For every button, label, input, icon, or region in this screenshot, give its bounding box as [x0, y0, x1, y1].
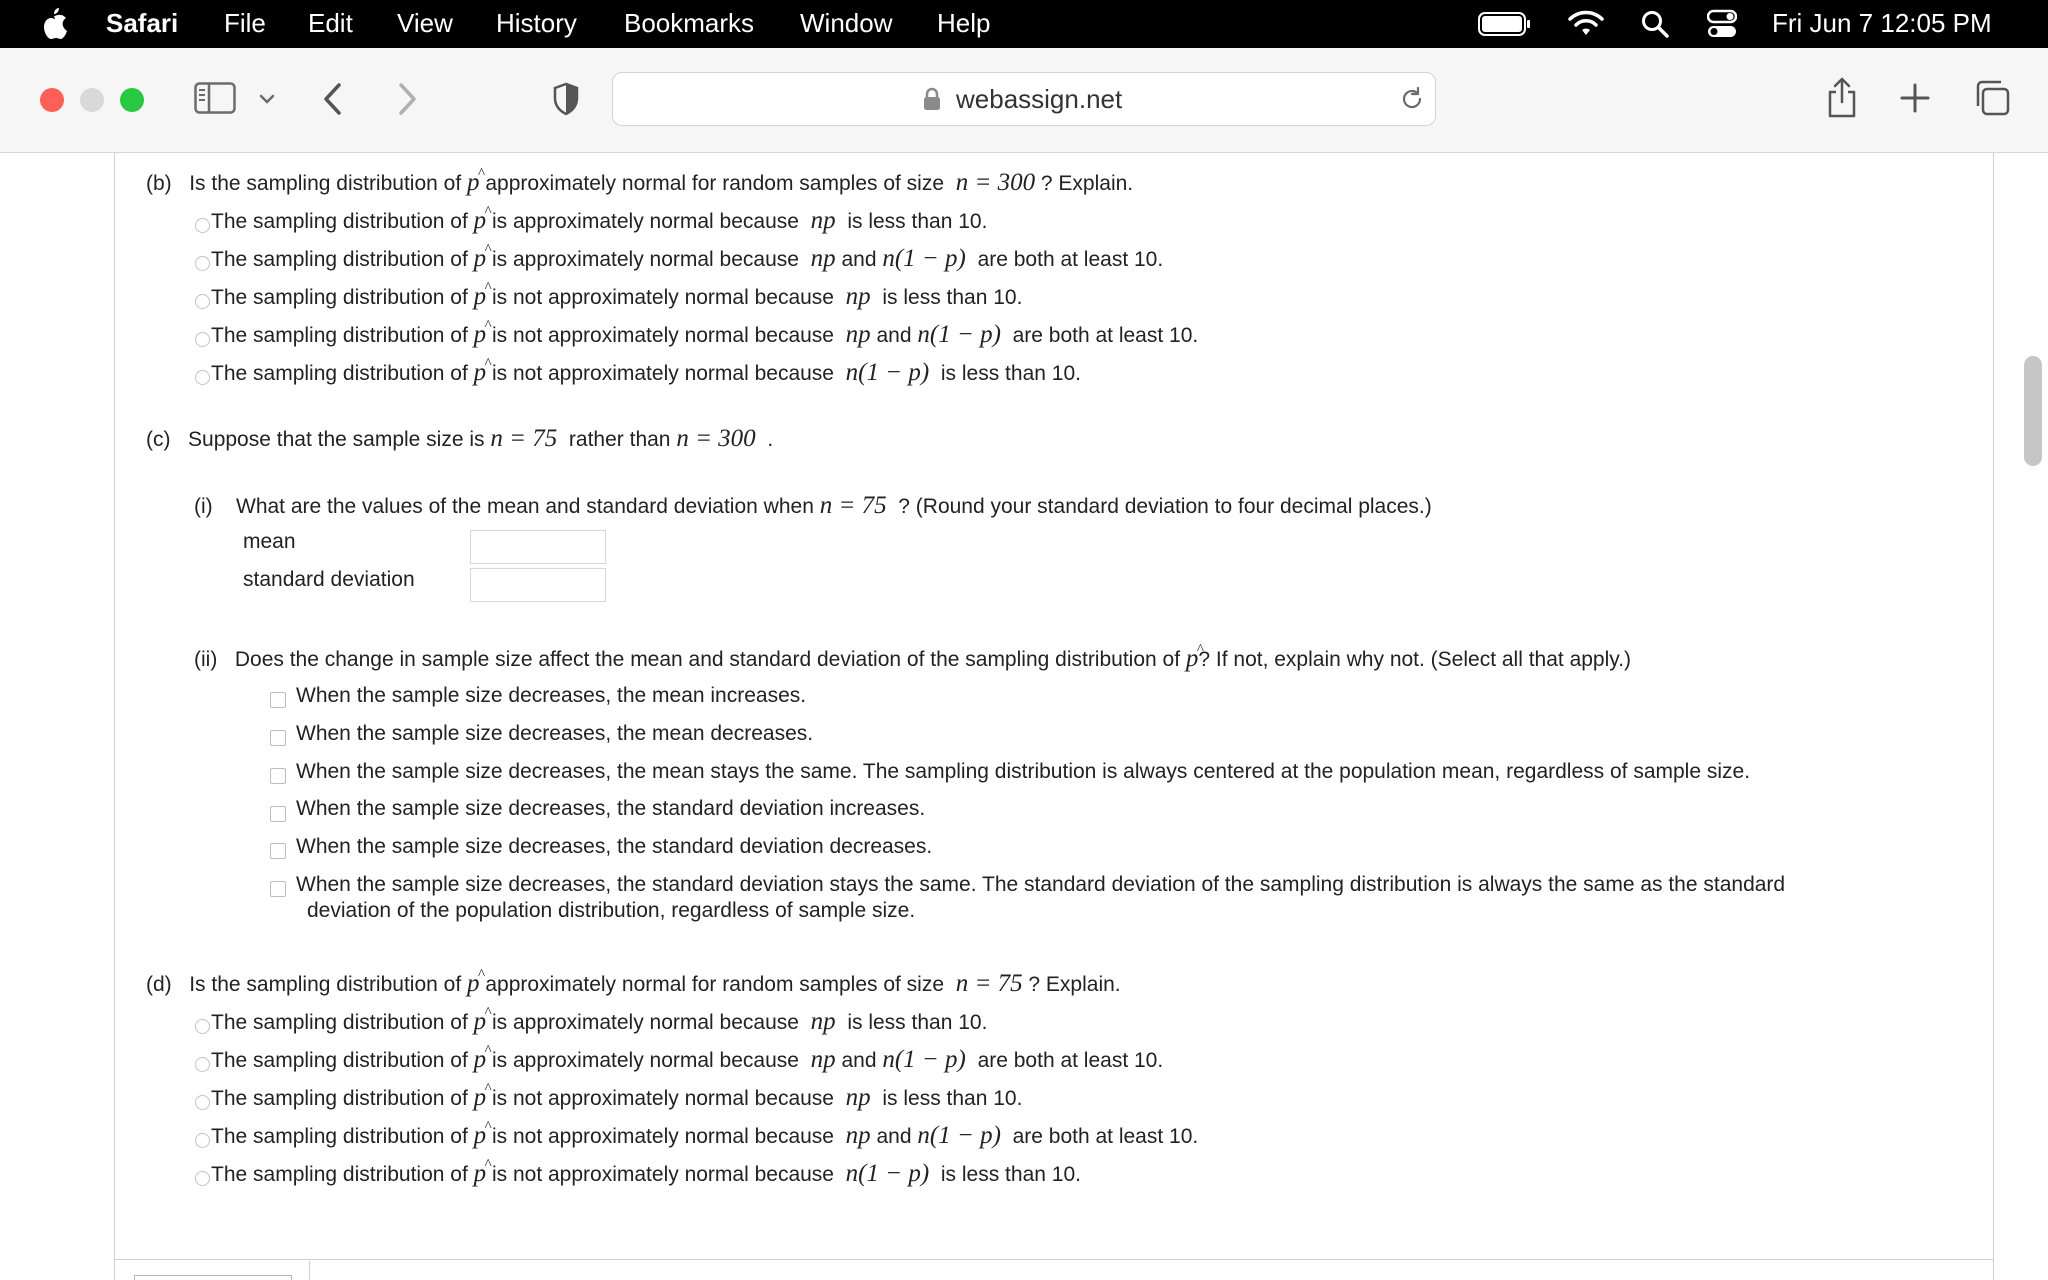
option-text: is less than 10. — [876, 1087, 1023, 1110]
apple-icon[interactable] — [40, 6, 68, 46]
option-text: is not approximately normal because — [486, 362, 840, 385]
part-b-option-4[interactable] — [211, 322, 1198, 349]
part-c-text-mid: rather than — [563, 428, 677, 451]
sub-ii-option-1[interactable]: When the sample size decreases, the mean increases. — [296, 684, 807, 707]
option-text: and — [835, 1049, 883, 1072]
sub-ii-option-6[interactable]: When the sample size decreases, the standard deviation stays the same. The standard deviation of the sampling distribution is always the same as the standard — [296, 873, 1786, 896]
sub-ii-option-2[interactable]: When the sample size decreases, the mean decreases. — [296, 722, 814, 745]
option-text: The sampling distribution of — [211, 1087, 474, 1110]
math-expr: n(1 − p) — [845, 1160, 930, 1187]
spotlight-search-icon[interactable] — [1641, 10, 1669, 44]
sub-i-text: What are the values of the mean and standard deviation when — [236, 495, 820, 518]
math-expr: np — [810, 1008, 836, 1035]
p-hat-symbol: p ^ — [474, 246, 487, 272]
sub-ii-option-4[interactable]: When the sample size decreases, the standard deviation increases. — [296, 797, 926, 820]
menu-window[interactable]: Window — [800, 8, 893, 38]
option-text: are both at least 10. — [971, 248, 1164, 271]
p-hat-symbol: p ^ — [467, 170, 480, 196]
window-zoom-button[interactable] — [120, 88, 144, 112]
battery-icon[interactable] — [1478, 11, 1532, 43]
menu-file[interactable]: File — [224, 8, 266, 38]
part-c-ii-question — [194, 646, 1631, 673]
tab-overview-icon[interactable] — [1974, 80, 2010, 121]
part-d-radio-4[interactable] — [195, 1133, 210, 1148]
sample-size-expr: n = 300 — [676, 425, 756, 452]
option-text: The sampling distribution of — [211, 324, 474, 347]
sample-size-expr: n = 75 — [490, 425, 558, 452]
part-d-radio-5[interactable] — [195, 1171, 210, 1186]
part-b-option-3[interactable] — [211, 284, 1022, 311]
part-b-radio-4[interactable] — [195, 332, 210, 347]
sub-ii-checkbox-2[interactable] — [270, 730, 286, 746]
menu-app-name[interactable]: Safari — [106, 8, 179, 38]
part-d-radio-2[interactable] — [195, 1057, 210, 1072]
option-text: are both at least 10. — [971, 1049, 1164, 1072]
privacy-shield-icon[interactable] — [552, 82, 580, 121]
sub-ii-text: Does the change in sample size affect the mean and standard deviation of the sampling distribution of — [234, 648, 1186, 671]
option-text: is less than 10. — [876, 286, 1023, 309]
option-text: The sampling distribution of — [211, 1163, 474, 1186]
part-d-option-4[interactable] — [211, 1123, 1198, 1150]
math-expr: np — [810, 1046, 836, 1073]
p-hat-symbol: p ^ — [474, 208, 487, 234]
forward-icon[interactable] — [396, 82, 418, 121]
part-b-radio-3[interactable] — [195, 294, 210, 309]
part-c-text-post: . — [761, 428, 774, 451]
part-d-text-mid: approximately normal for random samples of size — [479, 973, 950, 996]
footer-divider — [309, 1261, 310, 1280]
standard-deviation-input[interactable] — [470, 568, 606, 602]
sample-size-expr: n = 75 — [955, 970, 1023, 997]
p-hat-symbol: p ^ — [474, 360, 487, 386]
back-icon[interactable] — [322, 82, 344, 121]
option-text: is approximately normal because — [486, 1049, 805, 1072]
part-d-option-2[interactable] — [211, 1047, 1163, 1074]
sub-ii-checkbox-1[interactable] — [270, 692, 286, 708]
mean-label: mean — [243, 530, 296, 553]
option-text: is not approximately normal because — [486, 286, 840, 309]
chevron-down-icon[interactable] — [259, 92, 275, 110]
option-text: The sampling distribution of — [211, 286, 474, 309]
sub-ii-checkbox-3[interactable] — [270, 768, 286, 784]
part-b-option-2[interactable] — [211, 246, 1163, 273]
vertical-scrollbar[interactable] — [2024, 356, 2042, 466]
p-hat-symbol: p ^ — [474, 1009, 487, 1035]
part-b-radio-5[interactable] — [195, 370, 210, 385]
option-text: The sampling distribution of — [211, 1049, 474, 1072]
p-hat-symbol: p ^ — [474, 284, 487, 310]
math-expr: n(1 − p) — [917, 321, 1001, 348]
part-b-question — [146, 170, 1133, 197]
sub-ii-option-5[interactable]: When the sample size decreases, the standard deviation decreases. — [296, 835, 933, 858]
menu-view[interactable]: View — [397, 8, 453, 38]
part-c-i-question — [194, 493, 1432, 520]
part-b-option-1[interactable] — [211, 208, 987, 235]
wifi-icon[interactable] — [1568, 9, 1604, 43]
menu-history[interactable]: History — [496, 8, 577, 38]
part-d-text-post: ? Explain. — [1022, 973, 1121, 996]
part-d-radio-1[interactable] — [195, 1019, 210, 1034]
part-c-text: Suppose that the sample size is — [188, 428, 491, 451]
standard-deviation-label: standard deviation — [243, 568, 415, 591]
window-close-button[interactable] — [40, 88, 64, 112]
math-expr: np — [845, 321, 871, 348]
sidebar-toggle-icon[interactable] — [194, 82, 236, 119]
p-hat-symbol: p ^ — [474, 1085, 487, 1111]
part-b-radio-1[interactable] — [195, 218, 210, 233]
option-text: is not approximately normal because — [486, 1125, 840, 1148]
p-hat-symbol: p ^ — [474, 1161, 487, 1187]
sample-size-expr: n = 75 — [819, 492, 887, 519]
option-text: The sampling distribution of — [211, 1011, 474, 1034]
sub-i-text-post: ? (Round your standard deviation to four decimal places.) — [892, 495, 1432, 518]
option-text: The sampling distribution of — [211, 210, 474, 233]
option-text: is less than 10. — [841, 210, 988, 233]
p-hat-symbol: p ^ — [474, 322, 487, 348]
part-d-label: (d) — [146, 973, 172, 996]
math-expr: np — [810, 245, 836, 272]
part-c-question — [146, 426, 773, 453]
math-expr: np — [845, 1122, 871, 1149]
sub-i-label: (i) — [194, 495, 213, 518]
option-text: is less than 10. — [841, 1011, 988, 1034]
option-text: The sampling distribution of — [211, 1125, 474, 1148]
sample-size-expr: n = 300 — [955, 169, 1036, 196]
control-center-icon[interactable] — [1707, 9, 1737, 45]
option-text: and — [870, 324, 918, 347]
menubar-clock[interactable]: Fri Jun 7 12:05 PM — [1772, 8, 1992, 38]
p-hat-symbol: p ^ — [474, 1047, 487, 1073]
p-hat-symbol: p ^ — [474, 1123, 487, 1149]
lock-icon — [923, 87, 941, 116]
math-expr: n(1 − p) — [845, 359, 930, 386]
p-hat-symbol: p ^ — [1186, 646, 1199, 672]
part-d-question — [146, 971, 1121, 998]
part-c-label: (c) — [146, 428, 171, 451]
math-expr: np — [810, 207, 836, 234]
window-minimize-button[interactable] — [80, 88, 104, 112]
sub-ii-option-6-continued: deviation of the population distribution, regardless of sample size. — [307, 899, 916, 922]
option-text: is not approximately normal because — [486, 1163, 840, 1186]
math-expr: np — [845, 283, 871, 310]
part-d-option-3[interactable] — [211, 1085, 1022, 1112]
math-expr: np — [845, 1084, 871, 1111]
sub-ii-text-post: ? If not, explain why not. (Select all that apply.) — [1198, 648, 1632, 671]
option-text: and — [870, 1125, 918, 1148]
p-hat-symbol: p ^ — [467, 971, 480, 997]
sub-ii-checkbox-5[interactable] — [270, 843, 286, 859]
share-icon[interactable] — [1826, 76, 1858, 123]
math-expr: n(1 − p) — [882, 1046, 966, 1073]
part-b-text: Is the sampling distribution of — [189, 172, 467, 195]
menu-edit[interactable]: Edit — [308, 8, 353, 38]
option-text: The sampling distribution of — [211, 362, 474, 385]
part-d-radio-3[interactable] — [195, 1095, 210, 1110]
option-text: is approximately normal because — [486, 1011, 805, 1034]
sub-ii-checkbox-6[interactable] — [270, 881, 286, 897]
option-text: is approximately normal because — [486, 210, 805, 233]
option-text: is less than 10. — [935, 362, 1081, 385]
option-text: is approximately normal because — [486, 248, 805, 271]
math-expr: n(1 − p) — [917, 1122, 1001, 1149]
part-b-radio-2[interactable] — [195, 256, 210, 271]
menu-bookmarks[interactable]: Bookmarks — [624, 8, 755, 38]
part-b-label: (b) — [146, 172, 172, 195]
math-expr: n(1 − p) — [882, 245, 966, 272]
option-text: is not approximately normal because — [486, 1087, 840, 1110]
option-text: The sampling distribution of — [211, 248, 474, 271]
part-b-text-mid: approximately normal for random samples of size — [479, 172, 950, 195]
panel-divider — [114, 1259, 1994, 1260]
option-text: is not approximately normal because — [486, 324, 840, 347]
submit-button-partial[interactable] — [134, 1275, 292, 1280]
new-tab-icon[interactable] — [1900, 83, 1930, 118]
sub-ii-checkbox-4[interactable] — [270, 806, 286, 822]
option-text: are both at least 10. — [1006, 1125, 1199, 1148]
option-text: are both at least 10. — [1006, 324, 1199, 347]
part-d-text: Is the sampling distribution of — [189, 973, 467, 996]
option-text: and — [835, 248, 883, 271]
part-d-option-5[interactable] — [211, 1161, 1081, 1188]
option-text: is less than 10. — [935, 1163, 1081, 1186]
menu-help[interactable]: Help — [937, 8, 991, 38]
mean-input[interactable] — [470, 530, 606, 564]
part-d-option-1[interactable] — [211, 1009, 987, 1036]
address-bar[interactable] — [612, 72, 1436, 126]
part-b-text-post: ? Explain. — [1035, 172, 1134, 195]
part-b-option-5[interactable] — [211, 360, 1081, 387]
menu-bar — [0, 0, 2048, 48]
url-text: webassign.net — [956, 84, 1123, 114]
reload-icon[interactable] — [1399, 86, 1425, 117]
page-content — [0, 153, 2048, 1280]
sub-ii-option-3[interactable]: When the sample size decreases, the mean stays the same. The sampling distribution is always centered at the population mean, regardless of sample size. — [296, 760, 1751, 783]
sub-ii-label: (ii) — [194, 648, 218, 671]
